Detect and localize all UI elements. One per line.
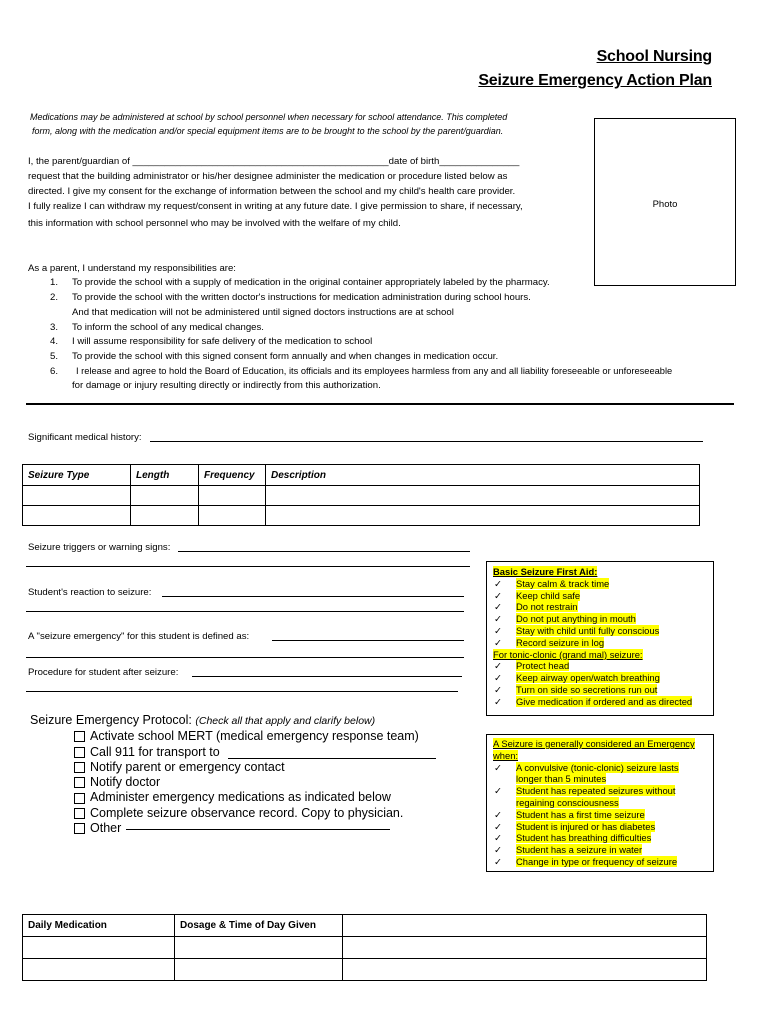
- protocol-option-label: Activate school MERT (medical emergency response team): [90, 729, 419, 744]
- checklist-item: [493, 856, 713, 868]
- table-cell[interactable]: [175, 959, 343, 981]
- checklist-item: [493, 613, 713, 625]
- check-icon: ✓: [494, 808, 502, 820]
- intro-note-line-2: form, along with the medication and/or special equipment items are to be brought to the school by the parent/guardian.: [32, 126, 504, 136]
- reaction-line-2[interactable]: [26, 611, 464, 612]
- checklist-text: Student has repeated seizures without: [516, 785, 676, 797]
- checklist-item: [493, 625, 713, 637]
- responsibility-item: [50, 334, 372, 349]
- responsibility-number: 2.: [50, 292, 59, 303]
- emergency-defined-line[interactable]: [272, 640, 464, 641]
- first-aid-heading: Basic Seizure First Aid:: [493, 566, 598, 577]
- checklist-item-cont: [493, 773, 713, 785]
- triggers-line[interactable]: [178, 551, 470, 552]
- checklist-text: A convulsive (tonic-clonic) seizure lasts: [516, 761, 679, 773]
- table-cell[interactable]: [23, 937, 175, 959]
- check-icon: ✓: [494, 577, 502, 589]
- responsibility-text: To provide the school with this signed consent form annually and when changes in medication occur.: [72, 351, 499, 362]
- checklist-item: [493, 762, 713, 774]
- checklist-item: [493, 844, 713, 856]
- responsibility-number: 5.: [50, 351, 59, 362]
- procedure-line[interactable]: [192, 676, 462, 677]
- title-line-2: Seizure Emergency Action Plan: [478, 72, 712, 89]
- checklist-item: [493, 684, 713, 696]
- procedure-line-2[interactable]: [26, 691, 458, 692]
- daily-medication-table: [22, 914, 707, 981]
- table-cell[interactable]: [199, 486, 266, 506]
- consent-line-5: this information with school personnel who may be involved with the welfare of my child.: [28, 218, 401, 229]
- check-icon: ✓: [494, 624, 502, 636]
- checklist-text: Keep airway open/watch breathing: [516, 672, 660, 684]
- checklist-text: Do not put anything in mouth: [516, 613, 636, 625]
- table-cell[interactable]: [23, 959, 175, 981]
- call-911-line[interactable]: [228, 758, 436, 759]
- check-icon: ✓: [494, 660, 502, 672]
- responsibility-number: 6.: [50, 366, 59, 377]
- triggers-line-2[interactable]: [26, 566, 470, 567]
- photo-box[interactable]: [594, 118, 736, 286]
- checklist-text: Student has a first time seizure: [516, 808, 645, 820]
- protocol-option[interactable]: [74, 806, 419, 821]
- checklist-item: [493, 601, 713, 613]
- emergency-heading-1: A Seizure is generally considered an Emergency: [493, 738, 695, 749]
- checklist-text-cont: longer than 5 minutes: [516, 773, 607, 785]
- checklist-text: Change in type or frequency of seizure: [516, 855, 678, 867]
- checklist-text: Stay calm & track time: [516, 577, 610, 589]
- checkbox[interactable]: [74, 777, 85, 788]
- check-icon: ✓: [494, 844, 502, 856]
- tonic-clonic-heading: For tonic-clonic (grand mal) seizure:: [493, 648, 643, 660]
- header-daily-medication: Daily Medication: [23, 915, 175, 937]
- protocol-option[interactable]: [74, 729, 419, 744]
- checklist-text: Stay with child until fully conscious: [516, 624, 660, 636]
- check-icon: ✓: [494, 683, 502, 695]
- consent-line-1: I, the parent/guardian of ________________________________________________date of birth_______________: [28, 156, 520, 167]
- procedure-label: Procedure for student after seizure:: [28, 667, 179, 678]
- table-row: [23, 506, 700, 526]
- protocol-option-label: Other: [90, 821, 122, 836]
- header-description: Description: [266, 465, 700, 486]
- check-icon: ✓: [494, 613, 502, 625]
- checkbox[interactable]: [74, 731, 85, 742]
- title-line-1: School Nursing: [596, 48, 712, 65]
- checklist-item: [493, 660, 713, 672]
- responsibility-item: [50, 305, 454, 320]
- check-icon: ✓: [494, 636, 502, 648]
- table-row: [23, 959, 707, 981]
- check-icon: ✓: [494, 695, 502, 707]
- responsibility-number: 3.: [50, 322, 59, 333]
- responsibility-text: I will assume responsibility for safe delivery of the medication to school: [72, 336, 373, 347]
- medical-history-label: Significant medical history:: [28, 432, 142, 443]
- table-cell[interactable]: [131, 486, 199, 506]
- photo-label: Photo: [652, 199, 678, 210]
- other-line[interactable]: [126, 829, 390, 830]
- checkbox[interactable]: [74, 747, 85, 758]
- checklist-item: [493, 637, 713, 649]
- intro-note-line-1: Medications may be administered at school by school personnel when necessary for school attendance. This completed: [30, 112, 508, 122]
- responsibility-6-cont: for damage or injury resulting directly or indirectly from this authorization.: [72, 380, 381, 391]
- consent-line-3: directed. I give my consent for the exchange of information between the school and my child's health care provider.: [28, 186, 516, 197]
- table-cell[interactable]: [199, 506, 266, 526]
- protocol-option-label: Administer emergency medications as indicated below: [90, 790, 391, 805]
- checkbox[interactable]: [74, 808, 85, 819]
- checklist-text: Student has a seizure in water: [516, 844, 643, 856]
- check-icon: ✓: [494, 785, 502, 797]
- table-row: [23, 937, 707, 959]
- table-cell[interactable]: [23, 486, 131, 506]
- protocol-option[interactable]: [74, 775, 419, 790]
- protocol-section: [30, 713, 419, 836]
- checklist-item: [493, 696, 713, 708]
- table-row: [23, 486, 700, 506]
- responsibility-item: [50, 349, 498, 364]
- daily-medication-header: [23, 915, 707, 937]
- checklist-text: Turn on side so secretions run out: [516, 683, 658, 695]
- checklist-text: Keep child safe: [516, 589, 581, 601]
- checklist-text: Give medication if ordered and as directed: [516, 695, 693, 707]
- seizure-table-header: [23, 465, 700, 486]
- table-cell[interactable]: [343, 937, 707, 959]
- emergency-criteria-box: [486, 734, 714, 872]
- responsibility-item: [50, 320, 264, 335]
- header-blank: [343, 915, 707, 937]
- responsibility-text: I release and agree to hold the Board of Education, its officials and its employees harmless from any and all liability foreseeable or unforeseeable: [76, 366, 673, 376]
- checklist-item-cont: [493, 797, 713, 809]
- table-cell[interactable]: [131, 506, 199, 526]
- header-seizure-type: Seizure Type: [23, 465, 131, 486]
- emergency-defined-label: A "seizure emergency" for this student is defined as:: [28, 631, 250, 642]
- protocol-option-label: Notify parent or emergency contact: [90, 759, 285, 774]
- protocol-option-label: Complete seizure observance record. Copy to physician.: [90, 805, 404, 820]
- check-icon: ✓: [494, 855, 502, 867]
- medical-history-line[interactable]: [150, 441, 703, 442]
- section-divider: [26, 403, 734, 405]
- checklist-item: [493, 832, 713, 844]
- check-icon: ✓: [494, 672, 502, 684]
- checklist-item: [493, 590, 713, 602]
- protocol-option-label: Notify doctor: [90, 775, 161, 790]
- consent-line-4: I fully realize I can withdraw my request/consent in writing at any future date. I give permission to share, if necessary,: [28, 201, 523, 212]
- responsibility-text: To provide the school with the written doctor's instructions for medication administration during school hours.: [72, 292, 531, 303]
- protocol-option[interactable]: [74, 790, 419, 805]
- checklist-item: [493, 785, 713, 797]
- responsibilities-intro: As a parent, I understand my responsibilities are:: [28, 263, 236, 274]
- header-length: Length: [131, 465, 199, 486]
- responsibility-item: [50, 290, 531, 305]
- consent-line-2: request that the building administrator or his/her designee administer the medication or procedure listed below as: [28, 171, 508, 182]
- checklist-text: Do not restrain: [516, 601, 578, 613]
- checklist-text: Protect head: [516, 660, 570, 672]
- checklist-item: [493, 578, 713, 590]
- checklist-item: [493, 809, 713, 821]
- responsibility-number: 1.: [50, 277, 59, 288]
- seizure-table: [22, 464, 700, 526]
- protocol-option-label: Call 911 for transport to: [90, 744, 220, 759]
- protocol-option[interactable]: [74, 760, 419, 775]
- responsibility-item: [50, 364, 672, 379]
- header-frequency: Frequency: [199, 465, 266, 486]
- checklist-text-cont: regaining consciousness: [516, 796, 619, 808]
- checklist-text: Record seizure in log: [516, 636, 605, 648]
- first-aid-box: [486, 561, 714, 716]
- responsibility-text: To inform the school of any medical changes.: [72, 322, 264, 333]
- check-icon: ✓: [494, 761, 502, 773]
- table-cell[interactable]: [343, 959, 707, 981]
- emergency-heading-2: when:: [493, 749, 519, 761]
- check-icon: ✓: [494, 601, 502, 613]
- header-dosage-time: Dosage & Time of Day Given: [175, 915, 343, 937]
- check-icon: ✓: [494, 832, 502, 844]
- checkbox[interactable]: [74, 762, 85, 773]
- reaction-line[interactable]: [162, 596, 464, 597]
- table-cell[interactable]: [266, 486, 700, 506]
- table-cell[interactable]: [23, 506, 131, 526]
- check-icon: ✓: [494, 820, 502, 832]
- checkbox[interactable]: [74, 793, 85, 804]
- checklist-item: [493, 821, 713, 833]
- responsibility-text: And that medication will not be administered until signed doctors instructions are at school: [72, 307, 454, 318]
- protocol-heading: Seizure Emergency Protocol:: [30, 713, 196, 727]
- responsibility-number: 4.: [50, 336, 59, 347]
- triggers-label: Seizure triggers or warning signs:: [28, 542, 171, 553]
- reaction-label: Student's reaction to seizure:: [28, 587, 152, 598]
- responsibility-text: To provide the school with a supply of medication in the original container appropriately labeled by the pharmacy.: [72, 277, 550, 288]
- checklist-text: Student is injured or has diabetes: [516, 820, 656, 832]
- protocol-heading-note: (Check all that apply and clarify below): [195, 715, 376, 727]
- checkbox[interactable]: [74, 823, 85, 834]
- checklist-item: [493, 672, 713, 684]
- checklist-text: Student has breathing difficulties: [516, 832, 652, 844]
- table-cell[interactable]: [175, 937, 343, 959]
- check-icon: ✓: [494, 589, 502, 601]
- emergency-defined-line-2[interactable]: [26, 657, 464, 658]
- table-cell[interactable]: [266, 506, 700, 526]
- responsibility-item: [50, 275, 550, 290]
